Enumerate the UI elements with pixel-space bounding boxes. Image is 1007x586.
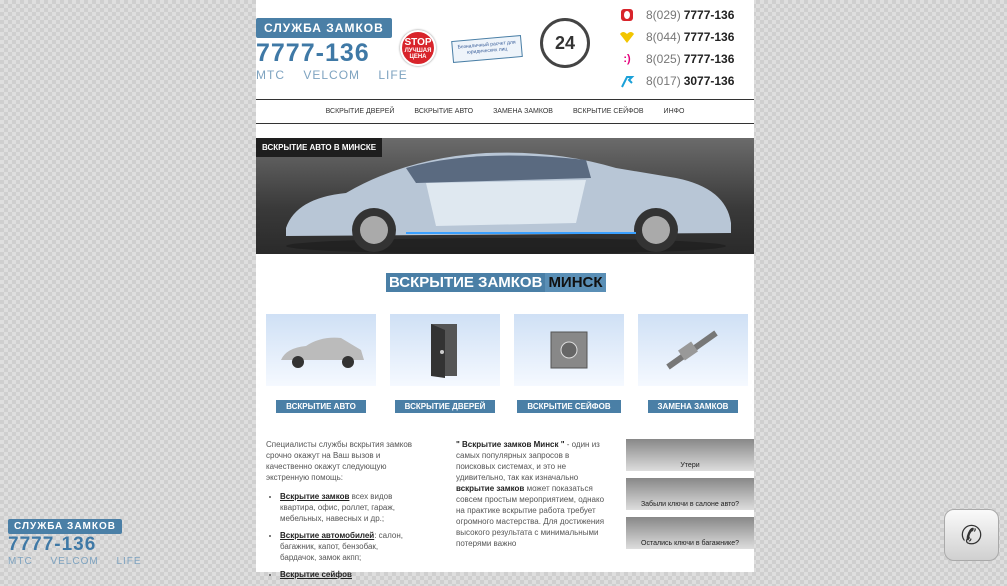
phone-row[interactable] [618,70,734,92]
quote-text: " Вскрытие замков Минск " [456,440,565,449]
article-text: может показаться совсем простым мероприятием, однако на практике вскрытие работа требует огромного мастерства. Для достижения высокого результата с минимальными потерями важно [456,484,605,548]
side-banner-label: Остались ключи в багажнике? [641,540,739,547]
services-text-column [266,439,416,586]
nav-item-info[interactable]: ИНФО [663,108,685,115]
lock-mechanism-icon [638,314,748,386]
link-safe-opening[interactable]: Вскрытие сейфов [280,570,352,579]
phone-code: 8(029) [646,8,681,22]
brand-phone: 7777-136 [8,534,97,555]
safe-icon [514,314,624,386]
operator-label: LIFE [378,68,408,82]
mts-icon [618,7,636,23]
floating-brand-logo[interactable] [8,516,156,567]
service-button-door[interactable]: ВСКРЫТИЕ ДВЕРЕЙ [395,400,496,413]
link-lock-opening[interactable]: Вскрытие замков [280,492,350,501]
phone-code: 8(044) [646,30,681,44]
operator-label: LIFE [116,556,142,567]
link-car-opening[interactable]: Вскрытие автомобилей [280,531,375,540]
clock-24-icon: 24 [540,18,590,68]
phone-code: 8(025) [646,52,681,66]
hero-title: ВСКРЫТИЕ АВТО В МИНСКЕ [256,138,382,157]
services-list [280,491,416,580]
life-icon: :) [623,53,631,65]
beltelecom-icon [618,73,636,89]
phone-row[interactable] [618,4,734,26]
list-item [280,530,416,563]
cashless-payment-stamp: Безналичный расчет для юридических лиц [451,35,523,63]
side-banner-label: Забыли ключи в салоне авто? [640,501,740,508]
operator-label: МТС [256,68,285,82]
side-banner-keys-in-car[interactable] [626,478,754,510]
side-banner-lost-keys[interactable] [626,439,754,471]
service-card-car[interactable] [266,314,376,414]
nav-item-lock-replacement[interactable]: ЗАМЕНА ЗАМКОВ [493,108,553,115]
list-item [280,491,416,524]
side-banner-keys-in-trunk[interactable] [626,517,754,549]
service-card-lock[interactable] [638,314,748,414]
phone-number: 7777-136 [683,8,735,22]
service-button-lock[interactable]: ЗАМЕНА ЗАМКОВ [648,400,739,413]
page-container [256,0,754,579]
section-heading [386,273,606,292]
operator-label: VELCOM [303,68,361,82]
phone-icon: ✆ [960,519,983,550]
heading-part2: МИНСК [545,273,605,292]
brand-name: СЛУЖБА ЗАМКОВ [256,18,392,38]
list-item-text: всех видов квартира, офис, роллет, гараж, мебельных, навесных и др.; [280,492,395,523]
phone-list [618,4,734,92]
phone-number: 7777-136 [683,52,735,66]
nav-item-door-opening[interactable]: ВСКРЫТИЕ ДВЕРЕЙ [325,108,395,115]
heading-part1: ВСКРЫТИЕ ЗАМКОВ [386,273,545,292]
phone-row[interactable] [618,26,734,48]
brand-logo[interactable] [256,18,422,82]
operator-label: VELCOM [50,556,99,567]
article-text-column [456,439,606,549]
side-banner-label: Утери [680,462,700,469]
nav-item-car-opening[interactable]: ВСКРЫТИЕ АВТО [414,108,474,115]
phone-code: 8(017) [646,74,681,88]
door-icon [390,314,500,386]
service-card-door[interactable] [390,314,500,414]
nav-item-safe-opening[interactable]: ВСКРЫТИЕ СЕЙФОВ [572,108,644,115]
main-nav [256,99,754,124]
stop-best-price-badge [400,30,436,66]
operator-label: МТС [8,556,33,567]
article-bold: вскрытие замков [456,484,525,493]
brand-operators [256,68,422,82]
brand-phone: 7777-136 [256,39,370,67]
service-card-safe[interactable] [514,314,624,414]
best-price-label: ЛУЧШАЯ ЦЕНА [404,48,432,60]
velcom-icon [618,29,636,45]
list-item-text: : салон, багажник, капот, бензобак, бардачок, замок акпп; [280,531,403,562]
phone-row[interactable] [618,48,734,70]
car-icon [266,314,376,386]
hero-banner[interactable] [256,138,754,254]
service-button-car[interactable]: ВСКРЫТИЕ АВТО [276,400,366,413]
intro-text: Специалисты службы вскрытия замков срочно окажут на Ваш вызов и качественно окажут следующую экстренную помощь: [266,440,413,482]
phone-number: 3077-136 [683,74,735,88]
call-button[interactable] [944,509,999,561]
article-text: - один из самых популярных запросов в поисковых системах, и это не удивительно, так как изначально [456,440,600,482]
service-button-safe[interactable]: ВСКРЫТИЕ СЕЙФОВ [517,400,620,413]
brand-name: СЛУЖБА ЗАМКОВ [8,519,122,534]
phone-number: 7777-136 [683,30,735,44]
brand-operators [8,556,156,567]
list-item [280,569,416,580]
stop-label: STOP [404,37,432,48]
